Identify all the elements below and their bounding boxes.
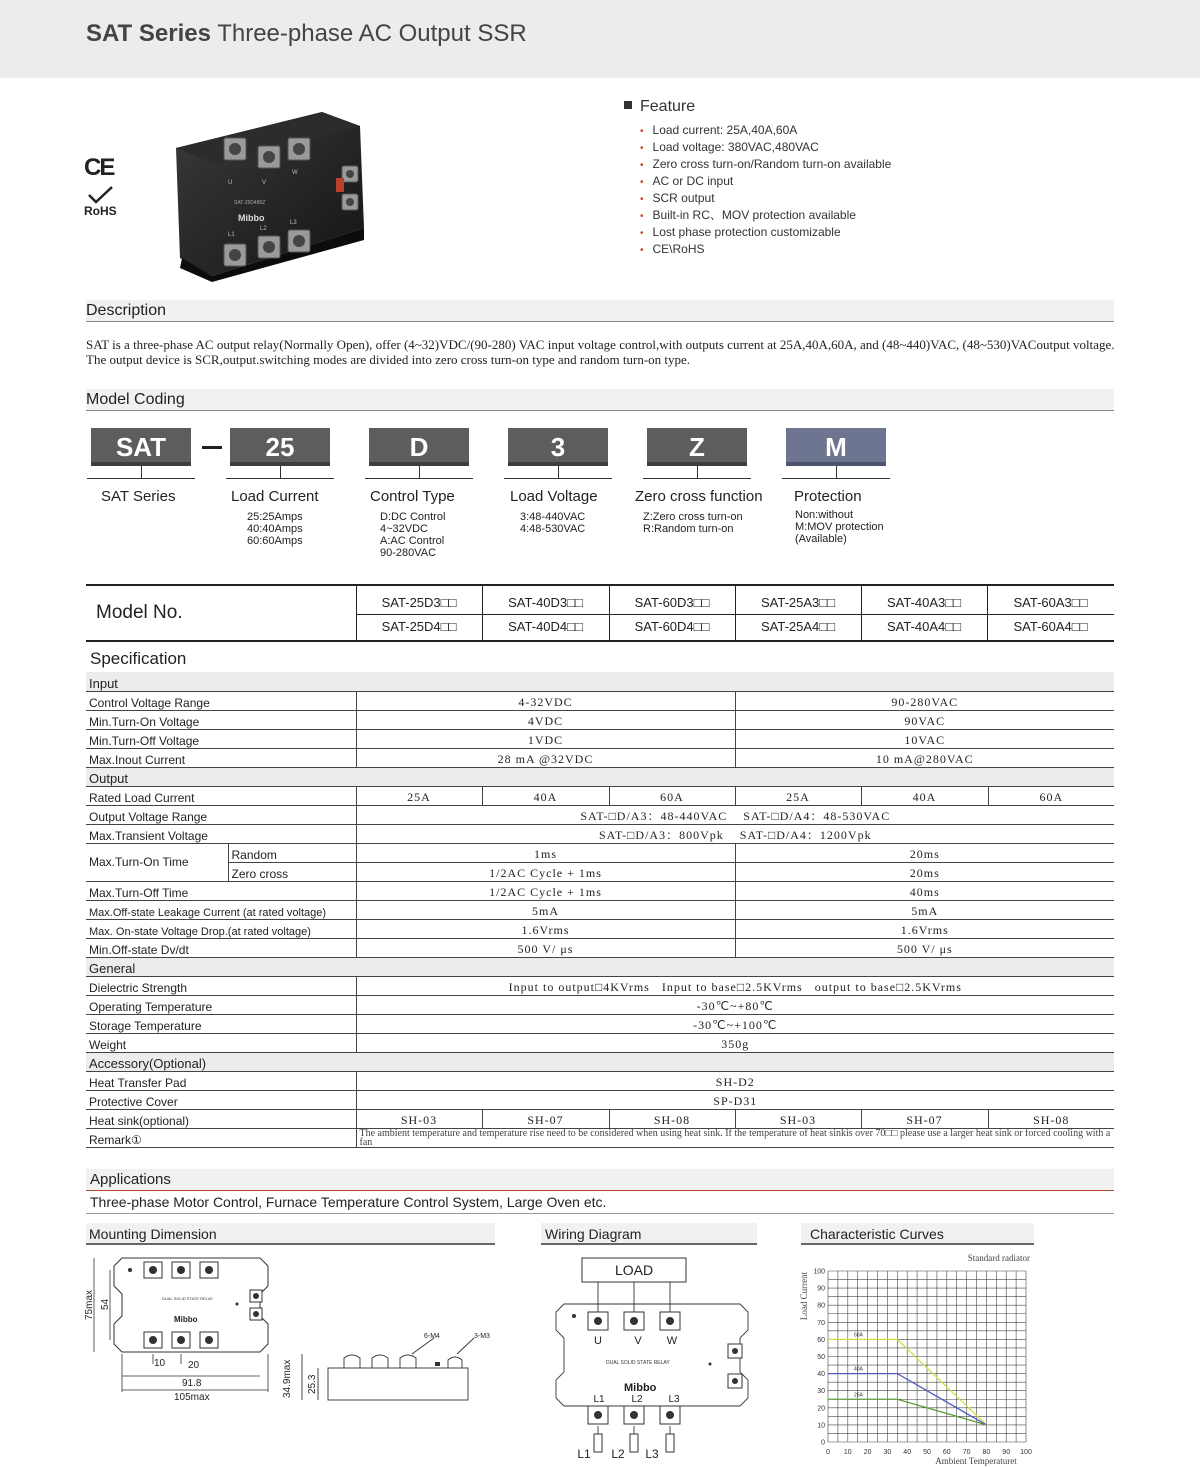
model-coding-bar: [86, 389, 1114, 411]
spec-value: 500 V/ μs: [356, 938, 735, 957]
spec-value: 350g: [356, 1033, 1114, 1052]
model-no-divider: [609, 586, 610, 640]
spec-group-input: [86, 672, 1114, 691]
feature-item: • Load current: 25A,40A,60A: [640, 122, 891, 139]
spec-row: [86, 843, 1114, 862]
y-tick-label: 60: [817, 1336, 825, 1344]
square-bullet-icon: [624, 101, 632, 109]
spec-value: SH-08: [609, 1109, 735, 1128]
spec-label: Control Voltage Range: [86, 691, 356, 710]
curves-heading: Characteristic Curves: [810, 1226, 944, 1242]
svg-text:L2: L2: [631, 1394, 643, 1405]
spec-value: 90-280VAC: [735, 691, 1114, 710]
product-model-text: SAT-25D480Z: [234, 200, 266, 206]
model-no-cell: SAT-25D3□□: [381, 595, 457, 610]
y-tick-label: 80: [817, 1302, 825, 1310]
wiring-term-v: V: [634, 1335, 642, 1347]
svg-text:U: U: [228, 180, 233, 186]
code-box-d: D: [369, 428, 469, 466]
code-box-3: 3: [508, 428, 608, 466]
wiring-bar: [541, 1223, 757, 1245]
spec-row: [86, 919, 1114, 938]
spec-row: [86, 1128, 1114, 1147]
x-tick-label: 50: [923, 1449, 931, 1456]
svg-text:L3: L3: [290, 220, 297, 226]
spec-label: Max.Turn-On Time: [86, 843, 228, 881]
chart-x-label: Ambient Temperaturet: [935, 1456, 1017, 1466]
y-tick-label: 10: [817, 1422, 825, 1430]
spec-value: 25A: [356, 786, 482, 805]
spec-value: 40ms: [735, 881, 1114, 900]
spec-value: SAT-□D/A3：48-440VAC SAT-□D/A4：48-530VAC: [356, 805, 1114, 824]
model-no-cell: SAT-40A4□□: [887, 619, 961, 634]
spec-value: 20ms: [735, 843, 1114, 862]
product-image: [172, 108, 368, 282]
spec-row: [86, 1109, 1114, 1128]
spec-row: [86, 786, 1114, 805]
spec-value: SH-08: [988, 1109, 1114, 1128]
code-label: Load Current: [231, 488, 319, 505]
wiring-input-l2: L2: [611, 1447, 625, 1461]
wiring-term-u: U: [594, 1335, 602, 1347]
wiring-label-text: DUAL SOLID STATE RELAY: [606, 1360, 670, 1366]
code-box-z: Z: [647, 428, 747, 466]
spec-label: Operating Temperature: [86, 995, 356, 1014]
x-tick-label: 70: [962, 1449, 971, 1456]
y-tick-label: 0: [821, 1439, 825, 1447]
spec-value: 1ms: [356, 843, 735, 862]
spec-label: Min.Turn-On Voltage: [86, 710, 356, 729]
code-tick: [141, 466, 142, 478]
model-no-divider: [987, 586, 988, 640]
model-no-top-line: [86, 584, 1114, 586]
code-options: Z:Zero cross turn-on R:Random turn-on: [643, 511, 743, 535]
spec-value: SP-D31: [356, 1090, 1114, 1109]
spec-sublabel: Random: [228, 843, 356, 862]
x-tick-label: 10: [843, 1449, 852, 1456]
spec-row: [86, 824, 1114, 843]
spec-sublabel: Zero cross: [228, 862, 356, 881]
dim-105max: 105max: [174, 1392, 210, 1403]
wiring-term-w: W: [666, 1335, 678, 1347]
spec-group-label: Input: [86, 672, 1114, 691]
spec-table: [86, 672, 1114, 1148]
spec-label: Remark①: [86, 1128, 356, 1147]
dim-20: 20: [188, 1360, 200, 1371]
spec-value: 20ms: [735, 862, 1114, 881]
spec-label: Dielectric Strength: [86, 976, 356, 995]
svg-text:L1: L1: [593, 1394, 605, 1405]
x-tick-label: 30: [883, 1449, 892, 1456]
spec-row: [86, 729, 1114, 748]
feature-item: • CE\RoHS: [640, 241, 891, 258]
y-tick-label: 50: [817, 1354, 825, 1361]
code-options: 25:25Amps 40:40Amps 60:60Amps: [247, 511, 303, 547]
y-tick-label: 70: [817, 1319, 825, 1327]
model-no-heading: Model No.: [96, 602, 183, 623]
code-dash: [202, 446, 222, 449]
code-options: Non:without M:MOV protection (Available): [795, 509, 884, 545]
curves-bar: [801, 1223, 1034, 1245]
spec-row: [86, 881, 1114, 900]
x-tick-label: 100: [1020, 1449, 1032, 1456]
y-tick-label: 20: [817, 1405, 825, 1413]
series-label: 25A: [854, 1392, 863, 1399]
svg-text:L3: L3: [668, 1394, 680, 1405]
code-label: Control Type: [370, 488, 455, 505]
x-tick-label: 0: [826, 1449, 830, 1456]
description-bar: [86, 300, 1114, 322]
model-no-cell: SAT-40A3□□: [887, 595, 961, 610]
model-no-cell: SAT-40D3□□: [508, 595, 583, 610]
spec-value: 5mA: [735, 900, 1114, 919]
spec-value: 90VAC: [735, 710, 1114, 729]
spec-group-label: Accessory(Optional): [86, 1052, 1114, 1071]
model-no-cell: SAT-60A4□□: [1013, 619, 1088, 634]
series-label: 40A: [854, 1366, 863, 1373]
spec-value: SAT-□D/A3：800Vpk SAT-□D/A4：1200Vpk: [356, 824, 1114, 843]
dim-91-8: 91.8: [182, 1378, 202, 1389]
ce-logo: CE: [84, 154, 114, 181]
spec-label: Min.Off-state Dv/dt: [86, 938, 356, 957]
code-tick: [419, 466, 420, 478]
applications-underline: [86, 1213, 1114, 1214]
y-tick-label: 30: [817, 1388, 825, 1396]
load-label: LOAD: [614, 1262, 654, 1278]
spec-value: Input to output□4KVrms Input to base□2.5KVrms output to base□2.5KVrms: [356, 976, 1114, 995]
mounting-bar: [86, 1223, 495, 1245]
wiring-drawing: [550, 1254, 760, 1464]
x-tick-label: 20: [863, 1449, 872, 1456]
spec-value: -30℃~+80℃: [356, 995, 1114, 1014]
mount-label-text: DUAL SOLID STATE RELAY: [162, 1296, 213, 1301]
spec-value: 5mA: [356, 900, 735, 919]
spec-group-label: Output: [86, 767, 1114, 786]
wiring-brand: Mibbo: [624, 1382, 657, 1394]
spec-row: [86, 710, 1114, 729]
dim-54: 54: [100, 1298, 111, 1310]
model-no-cell: SAT-60A3□□: [1013, 595, 1088, 610]
spec-value: SH-07: [861, 1109, 988, 1128]
code-options: 3:48-440VAC 4:48-530VAC: [520, 511, 586, 535]
spec-value: -30℃~+100℃: [356, 1014, 1114, 1033]
model-no-divider: [356, 586, 357, 640]
feature-list: [640, 122, 891, 258]
code-label: Zero cross function: [635, 488, 763, 505]
spec-label: Weight: [86, 1033, 356, 1052]
spec-group-general: [86, 957, 1114, 976]
product-brand: Mibbo: [238, 213, 265, 223]
model-no-cell: SAT-40D4□□: [508, 619, 583, 634]
spec-row: [86, 862, 1114, 881]
spec-value: SH-D2: [356, 1071, 1114, 1090]
feature-item: • Built-in RC、MOV protection available: [640, 207, 891, 224]
model-no-divider: [482, 586, 483, 640]
spec-row: [86, 1071, 1114, 1090]
x-tick-label: 40: [903, 1449, 912, 1456]
code-underline: [365, 478, 473, 479]
spec-label: Min.Turn-Off Voltage: [86, 729, 356, 748]
spec-row: [86, 691, 1114, 710]
mounting-drawing: [82, 1250, 502, 1410]
description-text: SAT is a three-phase AC output relay(Normally Open), offer (4~32)VDC/(90-280) VAC input voltage control,with outputs current at 25A,40A,60A, and (48~440)VAC, (48~530)VACoutput voltage. The output device is SCR,output.switching modes are divided into zero cross turn-on type and random turn-on type.: [86, 337, 1115, 367]
spec-value: 60A: [988, 786, 1114, 805]
dim-3-m3: 3-M3: [474, 1333, 490, 1340]
spec-row: [86, 805, 1114, 824]
rohs-check-icon: [88, 186, 114, 204]
spec-value: 40A: [482, 786, 609, 805]
model-no-cell: SAT-25A3□□: [761, 595, 835, 610]
spec-value: SH-03: [735, 1109, 861, 1128]
spec-label: Heat Transfer Pad: [86, 1071, 356, 1090]
applications-bar: [86, 1169, 1114, 1191]
spec-label: Max.Off-state Leakage Current (at rated voltage): [86, 900, 356, 919]
spec-value: 1/2AC Cycle + 1ms: [356, 862, 735, 881]
spec-value: 40A: [861, 786, 988, 805]
model-no-cell: SAT-25D4□□: [381, 619, 457, 634]
model-no-cell: SAT-60D3□□: [634, 595, 710, 610]
spec-value: 25A: [735, 786, 861, 805]
code-label: Protection: [794, 488, 862, 505]
code-underline: [226, 478, 334, 479]
spec-label: Max.Turn-Off Time: [86, 881, 356, 900]
rohs-logo: RoHS: [84, 204, 117, 218]
feature-item: • Lost phase protection customizable: [640, 224, 891, 241]
model-coding-heading: Model Coding: [86, 391, 185, 408]
spec-value: 1.6Vrms: [735, 919, 1114, 938]
mounting-heading: Mounting Dimension: [89, 1226, 217, 1242]
chart-y-label: Load Current: [799, 1271, 809, 1321]
svg-text:L1: L1: [228, 232, 235, 238]
feature-heading: Feature: [624, 98, 695, 116]
spec-value: 1VDC: [356, 729, 735, 748]
description-heading: Description: [86, 302, 167, 319]
code-underline: [782, 478, 890, 479]
svg-text:W: W: [292, 170, 298, 176]
spec-row: [86, 1090, 1114, 1109]
code-underline: [504, 478, 612, 479]
wiring-input-l1: L1: [577, 1447, 591, 1461]
code-tick: [697, 466, 698, 478]
code-tick: [558, 466, 559, 478]
spec-group-accessory: [86, 1052, 1114, 1071]
spec-value: 1.6Vrms: [356, 919, 735, 938]
code-box-m: M: [786, 428, 886, 466]
model-no-bottom-line: [86, 640, 1114, 642]
spec-row: [86, 900, 1114, 919]
characteristic-chart: [796, 1250, 1040, 1466]
model-no-divider: [861, 586, 862, 640]
spec-value: SH-07: [482, 1109, 609, 1128]
model-no-divider: [735, 586, 736, 640]
spec-value: SH-03: [356, 1109, 482, 1128]
spec-value: 4-32VDC: [356, 691, 735, 710]
code-box-25: 25: [230, 428, 330, 466]
x-tick-label: 80: [982, 1449, 991, 1456]
applications-heading: Applications: [90, 1171, 171, 1188]
spec-row: [86, 1033, 1114, 1052]
code-label: SAT Series: [101, 488, 176, 505]
series-label: 60A: [854, 1332, 863, 1339]
dim-34-9max: 34.9max: [282, 1359, 293, 1398]
code-options: D:DC Control 4~32VDC A:AC Control 90-280VAC: [380, 511, 446, 559]
spec-label: Max.Inout Current: [86, 748, 356, 767]
svg-text:L2: L2: [260, 226, 267, 232]
spec-row: [86, 938, 1114, 957]
svg-text:V: V: [262, 180, 267, 186]
dim-25-3: 25.3: [307, 1374, 318, 1394]
y-tick-label: 100: [813, 1268, 825, 1276]
spec-label: Rated Load Current: [86, 786, 356, 805]
feature-item: • Zero cross turn-on/Random turn-on available: [640, 156, 891, 173]
spec-group-label: General: [86, 957, 1114, 976]
model-no-cell: SAT-25A4□□: [761, 619, 835, 634]
spec-value: 28 mA @32VDC: [356, 748, 735, 767]
feature-item: • Load voltage: 380VAC,480VAC: [640, 139, 891, 156]
feature-item: • AC or DC input: [640, 173, 891, 190]
x-tick-label: 90: [1002, 1449, 1011, 1456]
spec-group-output: [86, 767, 1114, 786]
spec-value: 500 V/ μs: [735, 938, 1114, 957]
spec-value: 10VAC: [735, 729, 1114, 748]
model-no-cell: SAT-60D4□□: [634, 619, 710, 634]
y-tick-label: 40: [817, 1371, 825, 1379]
mount-brand: Mibbo: [174, 1315, 198, 1324]
code-tick: [836, 466, 837, 478]
wiring-heading: Wiring Diagram: [545, 1226, 642, 1242]
spec-label: Max.Transient Voltage: [86, 824, 356, 843]
x-tick-label: 60: [942, 1449, 951, 1456]
code-tick: [280, 466, 281, 478]
code-box-sat: SAT: [91, 428, 191, 466]
spec-value: The ambient temperature and temperature rise need to be considered when using heat sink. If the temperature of heat sinkis over 70□□ please use a larger heat sink or forced cooling with a fan: [356, 1128, 1114, 1147]
feature-item: • SCR output: [640, 190, 891, 207]
code-underline: [643, 478, 751, 479]
spec-label: Max. On-state Voltage Drop.(at rated voltage): [86, 919, 356, 938]
wiring-input-l3: L3: [645, 1447, 659, 1461]
spec-label: Protective Cover: [86, 1090, 356, 1109]
spec-value: 60A: [609, 786, 735, 805]
spec-value: 4VDC: [356, 710, 735, 729]
spec-heading: Specification: [90, 649, 187, 668]
code-underline: [87, 478, 195, 479]
y-tick-label: 90: [817, 1285, 825, 1293]
spec-row: [86, 976, 1114, 995]
spec-label: Output Voltage Range: [86, 805, 356, 824]
spec-label: Storage Temperature: [86, 1014, 356, 1033]
spec-label: Heat sink(optional): [86, 1109, 356, 1128]
spec-value: 1/2AC Cycle + 1ms: [356, 881, 735, 900]
code-label: Load Voltage: [510, 488, 598, 505]
page-title: SAT Series Three-phase AC Output SSR: [86, 20, 527, 47]
dim-10: 10: [154, 1358, 166, 1369]
spec-value: 10 mA@280VAC: [735, 748, 1114, 767]
spec-row: [86, 748, 1114, 767]
chart-title: Standard radiator: [967, 1253, 1030, 1263]
spec-row: [86, 1014, 1114, 1033]
spec-row: [86, 995, 1114, 1014]
applications-text: Three-phase Motor Control, Furnace Temperature Control System, Large Oven etc.: [90, 1194, 607, 1210]
dim-6-m4: 6-M4: [424, 1333, 440, 1340]
dim-75max: 75max: [84, 1289, 95, 1320]
